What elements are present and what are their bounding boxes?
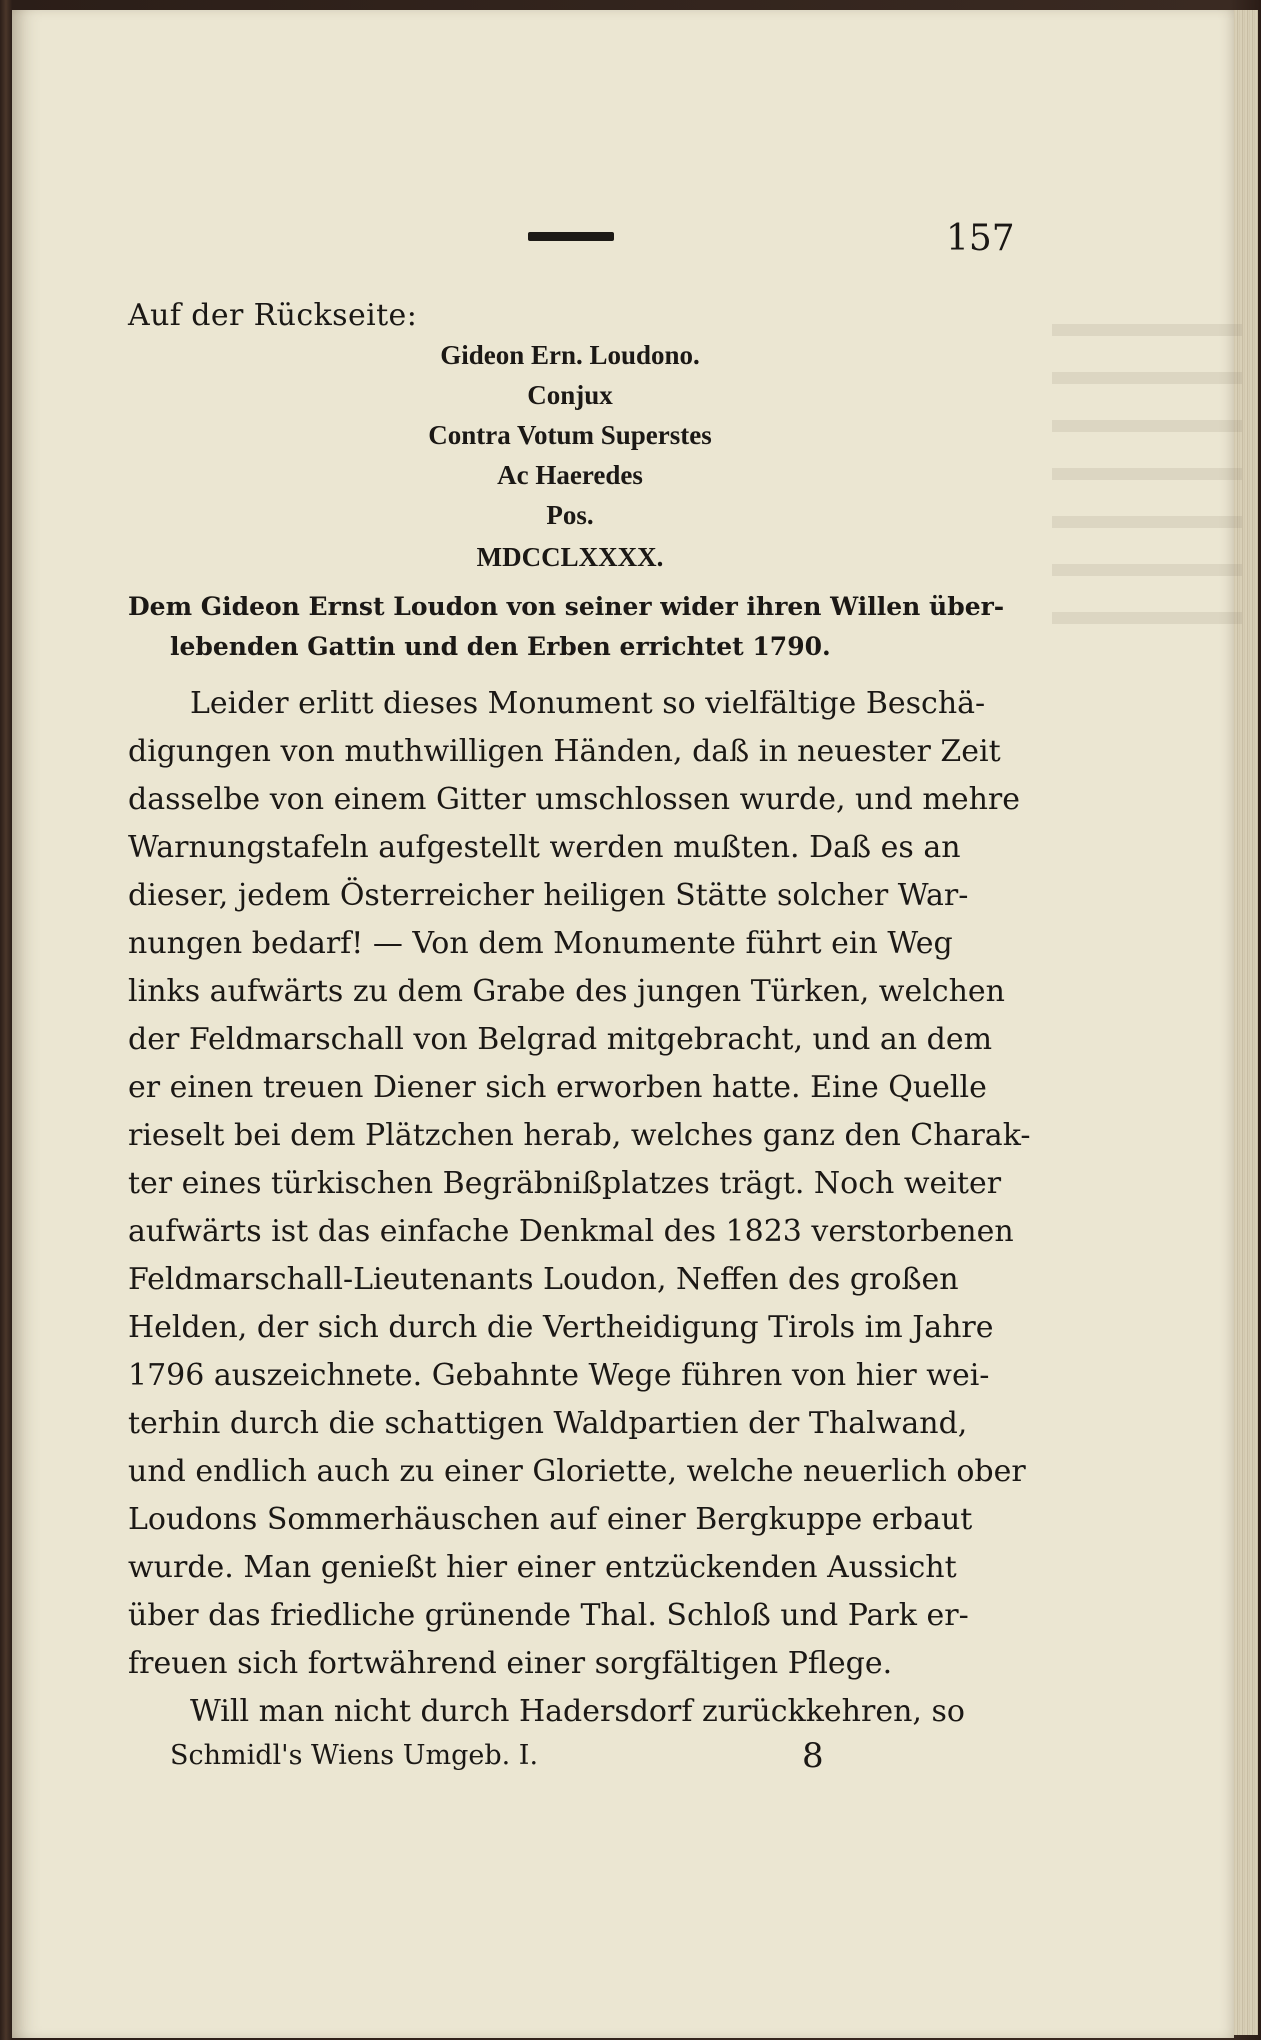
inscription-line: MDCCLXXXX.	[476, 542, 664, 572]
footer-signature-text: Schmidl's Wiens Umgeb. I.	[170, 1740, 539, 1771]
inscription-line: Gideon Ern. Loudono.	[440, 340, 700, 370]
body-line: wurde. Man genießt hier einer entzückenden Aussicht	[128, 1550, 957, 1585]
body-line: aufwärts ist das einfache Denkmal des 1823 verstorbenen	[128, 1214, 1014, 1249]
body-line: Leider erlitt dieses Monument so vielfältige Beschä-	[190, 686, 986, 721]
translation-line: Dem Gideon Ernst Loudon von seiner wider ihren Willen über-	[128, 592, 1005, 621]
body-line: über das friedliche grünende Thal. Schloß und Park er-	[128, 1598, 969, 1633]
body-line: er einen treuen Diener sich erworben hatte. Eine Quelle	[128, 1070, 987, 1105]
body-line: Helden, der sich durch die Vertheidigung Tirols im Jahre	[128, 1310, 994, 1345]
body-line: der Feldmarschall von Belgrad mitgebracht, und an dem	[128, 1022, 993, 1057]
body-line: Warnungstafeln aufgestellt werden mußten. Daß es an	[128, 830, 961, 865]
body-line: 1796 auszeichnete. Gebahnte Wege führen von hier wei-	[128, 1358, 990, 1393]
reverse-side-heading: Auf der Rückseite:	[128, 298, 418, 333]
body-line: digungen von muthwilligen Händen, daß in neuester Zeit	[128, 734, 1001, 769]
inscription-line: Conjux	[527, 380, 613, 410]
body-line: terhin durch die schattigen Waldpartien der Thalwand,	[128, 1406, 968, 1441]
body-line: Will man nicht durch Hadersdorf zurückkehren, so	[190, 1694, 965, 1729]
body-line: dasselbe von einem Gitter umschlossen wurde, und mehre	[128, 782, 1021, 817]
inscription-line: Ac Haeredes	[497, 460, 643, 490]
body-line: und endlich auch zu einer Gloriette, welche neuerlich ober	[128, 1454, 1026, 1489]
body-line: rieselt bei dem Plätzchen herab, welches ganz den Charak-	[128, 1118, 1031, 1153]
body-line: Loudons Sommerhäuschen auf einer Bergkuppe erbaut	[128, 1502, 973, 1537]
body-line: links aufwärts zu dem Grabe des jungen Türken, welchen	[128, 974, 1005, 1009]
translation-line: lebenden Gattin und den Erben errichtet 1790.	[170, 632, 831, 661]
inscription-line: Pos.	[546, 500, 594, 530]
header-rule	[528, 232, 614, 241]
body-line: Feldmarschall-Lieutenants Loudon, Neffen des großen	[128, 1262, 959, 1297]
bleed-through	[1052, 300, 1242, 630]
body-line: ter eines türkischen Begräbnißplatzes trägt. Noch weiter	[128, 1166, 1002, 1201]
body-line: freuen sich fortwährend einer sorgfältigen Pflege.	[128, 1646, 893, 1681]
body-line: nungen bedarf! — Von dem Monumente führt ein Weg	[128, 926, 953, 961]
footer-sheet-signature: 8	[802, 1736, 824, 1776]
page-number: 157	[946, 218, 1015, 259]
body-line: dieser, jedem Österreicher heiligen Stätte solcher War-	[128, 878, 969, 913]
inscription-line: Contra Votum Superstes	[428, 420, 712, 450]
